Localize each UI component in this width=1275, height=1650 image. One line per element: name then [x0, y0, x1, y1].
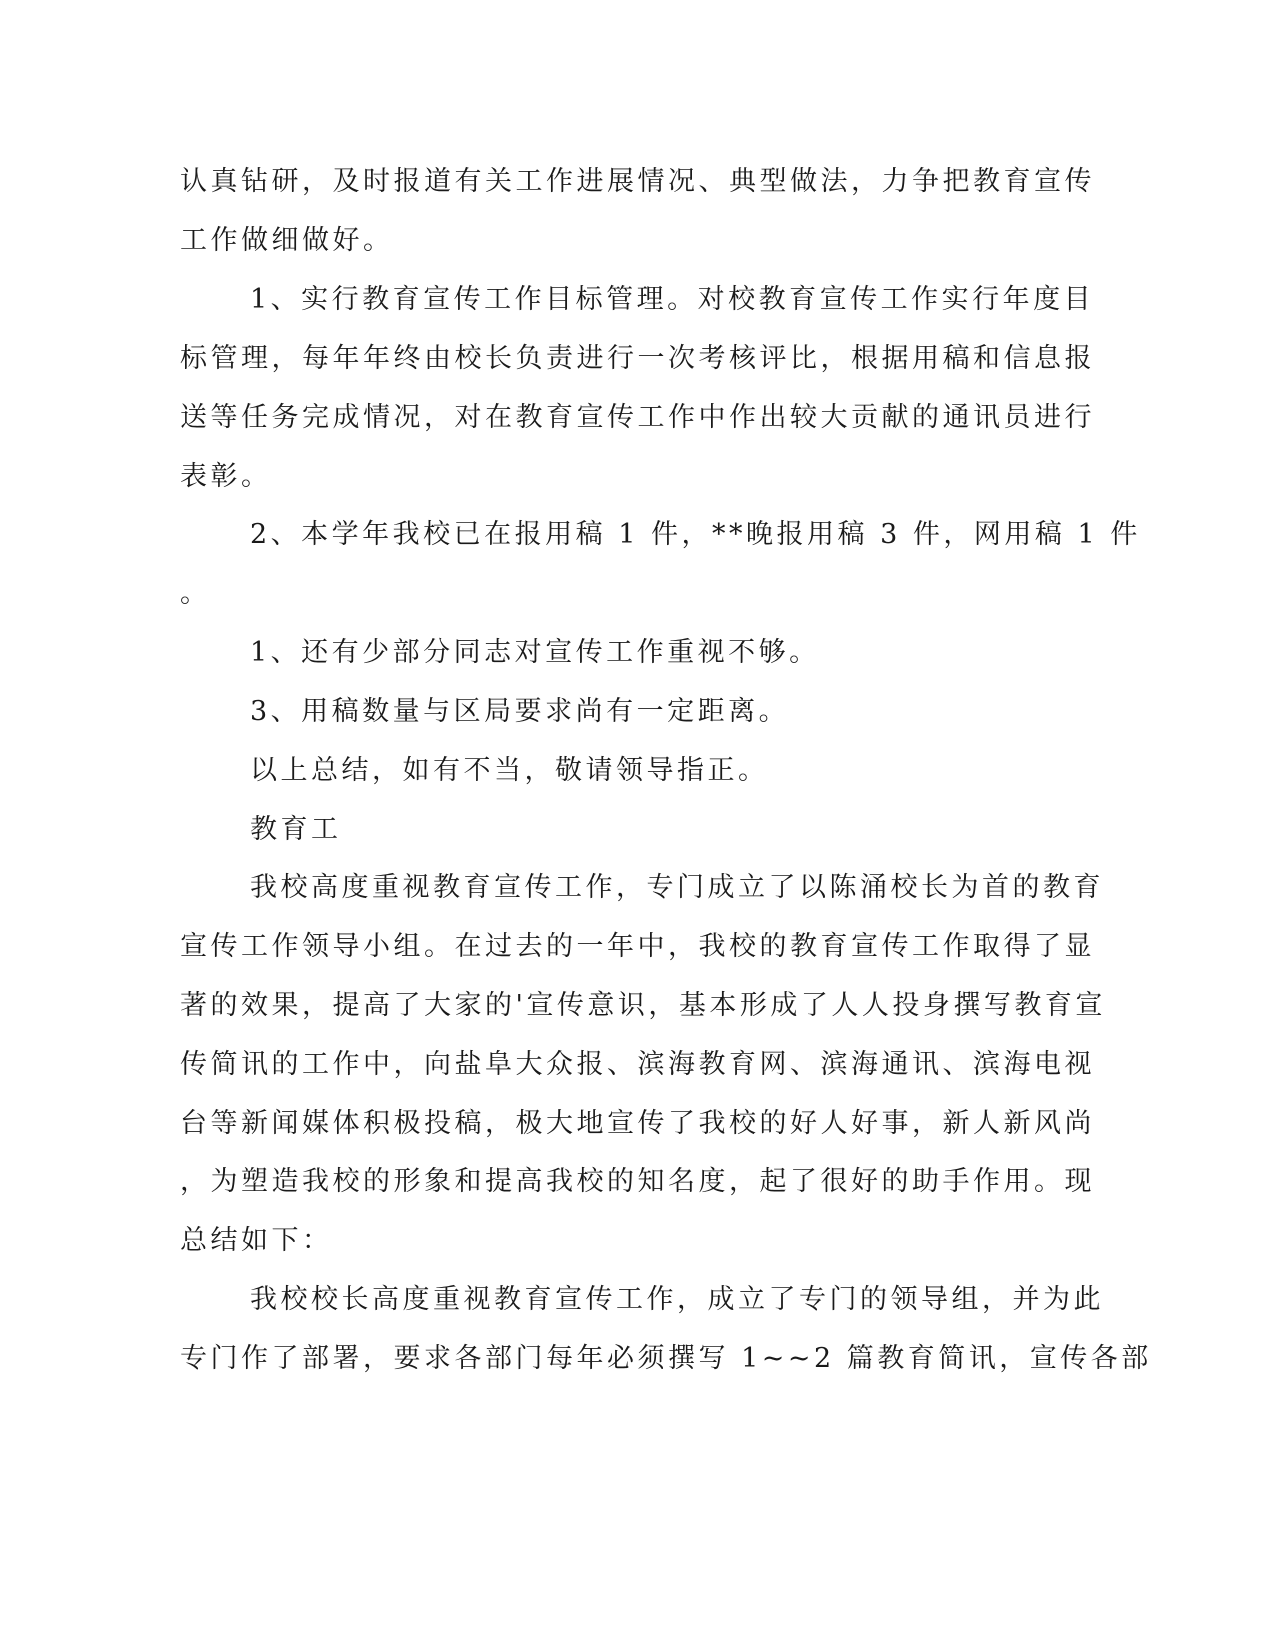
text-line: 宣传工作领导小组。在过去的一年中，我校的教育宣传工作取得了显 — [180, 931, 1095, 962]
text-line: 教育工 — [250, 814, 342, 845]
text-line: 3、用稿数量与区局要求尚有一定距离。 — [250, 696, 790, 727]
text-line: 1、还有少部分同志对宣传工作重视不够。 — [250, 637, 820, 668]
text-line: 标管理，每年年终由校长负责进行一次考核评比，根据用稿和信息报 — [180, 343, 1095, 374]
text-line: 表彰。 — [180, 461, 272, 492]
text-line: 台等新闻媒体积极投稿，极大地宣传了我校的好人好事，新人新风尚 — [180, 1108, 1095, 1139]
text-line: 送等任务完成情况，对在教育宣传工作中作出较大贡献的通讯员进行 — [180, 402, 1095, 433]
text-line: 。 — [180, 578, 211, 609]
text-line: 我校校长高度重视教育宣传工作，成立了专门的领导组，并为此 — [250, 1284, 1104, 1315]
text-line: 专门作了部署，要求各部门每年必须撰写 1~~2 篇教育简讯，宣传各部 — [180, 1343, 1152, 1374]
text-line: 我校高度重视教育宣传工作，专门成立了以陈涌校长为首的教育 — [250, 872, 1104, 903]
text-line: 著的效果，提高了大家的'宣传意识，基本形成了人人投身撰写教育宣 — [180, 990, 1106, 1021]
text-line: 工作做细做好。 — [180, 225, 394, 256]
text-line: 认真钻研，及时报道有关工作进展情况、典型做法，力争把教育宣传 — [180, 166, 1095, 197]
text-line: 以上总结，如有不当，敬请领导指正。 — [250, 755, 769, 786]
text-line: 传简讯的工作中，向盐阜大众报、滨海教育网、滨海通讯、滨海电视 — [180, 1049, 1095, 1080]
text-line: ，为塑造我校的形象和提高我校的知名度，起了很好的助手作用。现 — [180, 1166, 1095, 1197]
text-line: 2、本学年我校已在报用稿 1 件，**晚报用稿 3 件，网用稿 1 件 — [250, 519, 1141, 550]
text-line: 1、实行教育宣传工作目标管理。对校教育宣传工作实行年度目 — [250, 284, 1095, 315]
text-line: 总结如下： — [180, 1225, 333, 1256]
